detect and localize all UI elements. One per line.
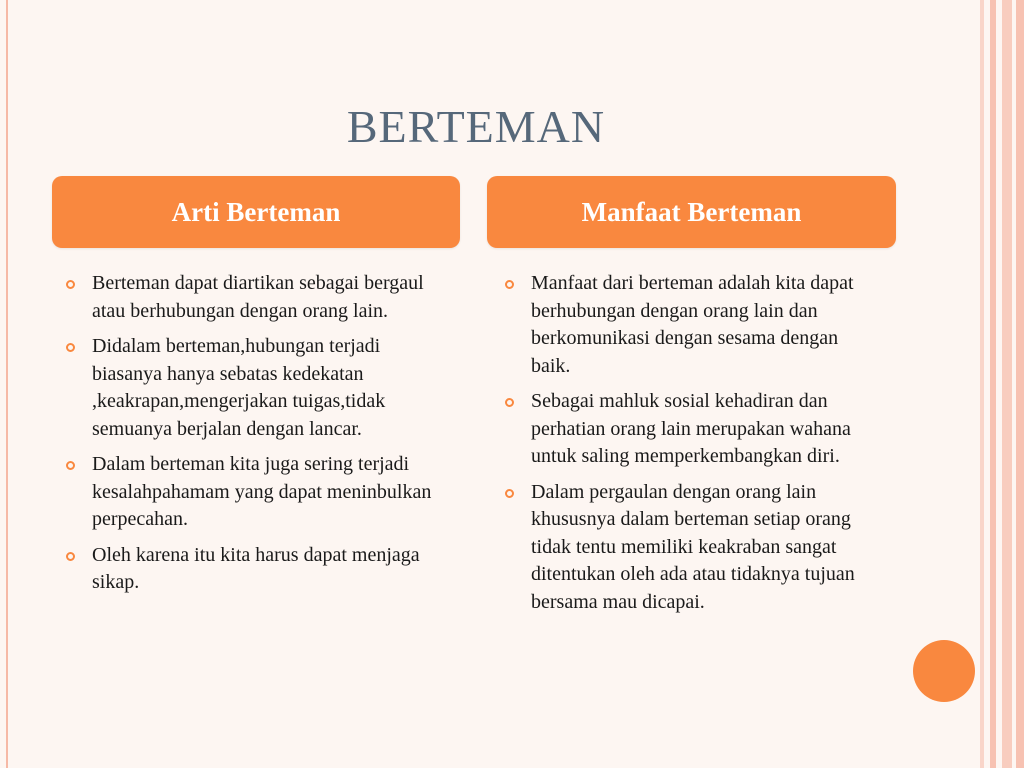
list-item	[505, 388, 875, 471]
list-item	[66, 270, 436, 325]
list-item	[66, 542, 436, 597]
bullet-icon	[505, 398, 514, 407]
right-panel-content	[505, 270, 875, 624]
right-stripe-decoration	[980, 0, 1024, 768]
list-item-text: Dalam berteman kita juga sering terjadi kesalahpahamam yang dapat meninbulkan perpecahan.	[92, 453, 432, 530]
left-panel-header	[52, 176, 460, 248]
list-item-text: Oleh karena itu kita harus dapat menjaga sikap.	[92, 543, 420, 593]
list-item	[66, 451, 436, 534]
list-item	[505, 270, 875, 380]
list-item-text: Manfaat dari berteman adalah kita dapat berhubungan dengan orang lain dan berkomunikasi dengan sesama dengan baik.	[531, 272, 854, 377]
list-item-text: Berteman dapat diartikan sebagai bergaul atau berhubungan dengan orang lain.	[92, 272, 424, 322]
left-panel-header-label: Arti Berteman	[171, 196, 341, 227]
right-panel-header	[487, 176, 896, 248]
list-item	[66, 333, 436, 443]
list-item	[505, 479, 875, 617]
bullet-icon	[66, 552, 75, 561]
bullet-icon	[505, 280, 514, 289]
left-panel-content	[66, 270, 436, 605]
orange-circle-decoration-icon	[913, 640, 975, 702]
right-panel-header-label: Manfaat Berteman	[581, 196, 802, 227]
list-item-text: Didalam berteman,hubungan terjadi biasanya hanya sebatas kedekatan ,keakrapan,mengerjakan tuigas,tidak semuanya berjalan dengan lancar.	[92, 335, 386, 440]
bullet-icon	[505, 489, 514, 498]
left-bullet-list	[66, 270, 436, 597]
bullet-icon	[66, 343, 75, 352]
bullet-icon	[66, 280, 75, 289]
right-bullet-list	[505, 270, 875, 616]
list-item-text: Dalam pergaulan dengan orang lain khususnya dalam berteman setiap orang tidak tentu memiliki keakraban sangat ditentukan oleh ada atau tidaknya tujuan bersama mau dicapai.	[531, 480, 855, 613]
list-item-text: Sebagai mahluk sosial kehadiran dan perhatian orang lain merupakan wahana untuk saling memperkembangkan diri.	[531, 390, 851, 467]
slide-title: BERTEMAN	[346, 101, 606, 152]
bullet-icon	[66, 461, 75, 470]
